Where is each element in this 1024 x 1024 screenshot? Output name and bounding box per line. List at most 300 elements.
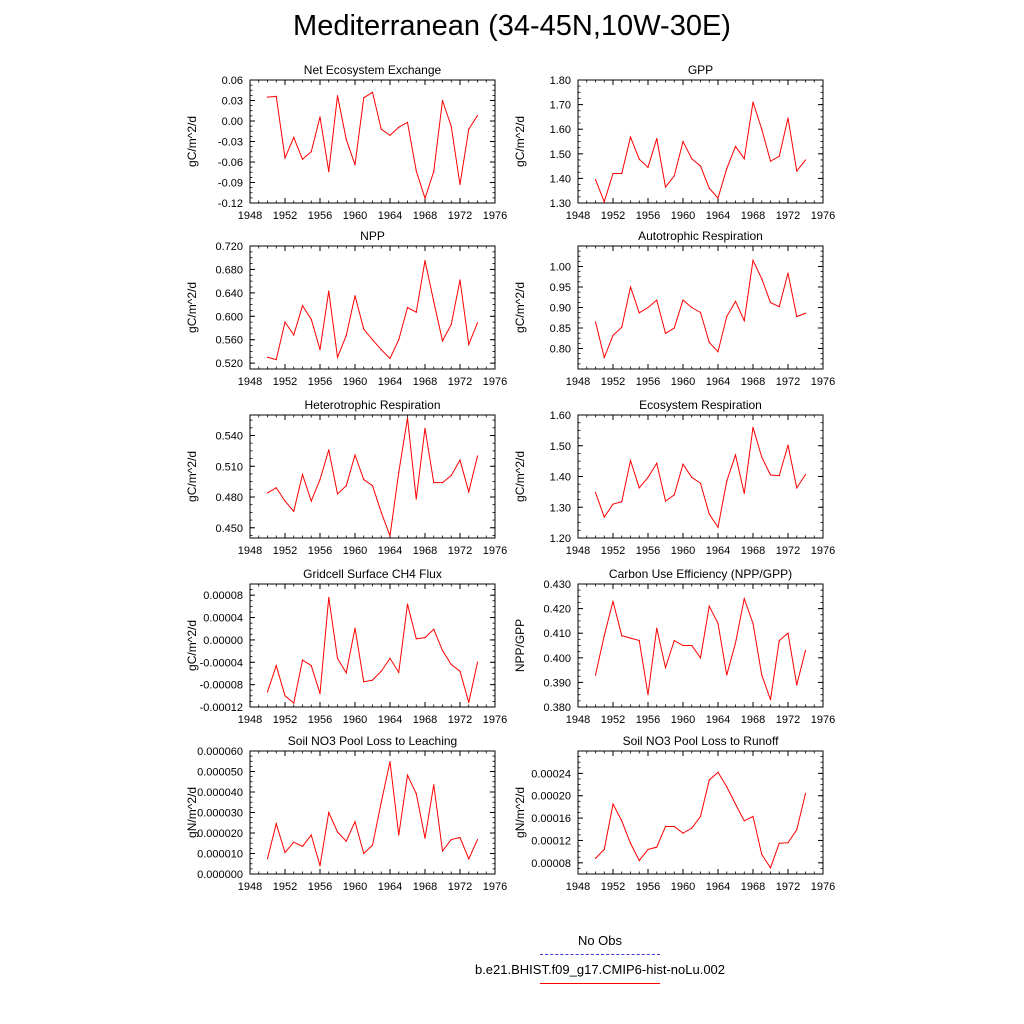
data-point	[717, 351, 718, 352]
data-point	[691, 645, 692, 646]
data-point	[451, 664, 452, 665]
data-point	[761, 854, 762, 855]
data-point	[398, 672, 399, 673]
data-point	[381, 129, 382, 130]
data-point	[604, 516, 605, 517]
y-tick-label: 0.000060	[197, 746, 243, 758]
chart-panel-9	[185, 734, 507, 893]
data-point	[468, 129, 469, 130]
y-axis-label: gC/m^2/d	[513, 451, 527, 502]
data-point	[363, 329, 364, 330]
data-point	[354, 821, 355, 822]
x-tick-label: 1948	[565, 376, 591, 388]
data-point	[691, 828, 692, 829]
y-tick-label: 1.30	[549, 198, 571, 210]
data-point	[779, 843, 780, 844]
data-point	[805, 474, 806, 475]
y-axis-label: gC/m^2/d	[185, 451, 199, 502]
data-point	[442, 100, 443, 101]
x-tick-label: 1952	[272, 210, 298, 222]
chart-title: NPP	[360, 229, 385, 243]
data-point	[674, 175, 675, 176]
data-point	[779, 306, 780, 307]
data-point	[630, 638, 631, 639]
data-point	[752, 102, 753, 103]
data-point	[442, 850, 443, 851]
data-point	[433, 629, 434, 630]
data-point	[319, 479, 320, 480]
y-tick-label: -0.06	[217, 157, 243, 169]
data-point	[787, 445, 788, 446]
data-point	[621, 327, 622, 328]
data-point	[407, 122, 408, 123]
data-point	[726, 316, 727, 317]
x-tick-label: 1952	[600, 376, 626, 388]
data-point	[682, 141, 683, 142]
y-axis-label: NPP/GPP	[513, 618, 527, 673]
data-point	[468, 491, 469, 492]
data-point	[612, 601, 613, 602]
y-tick-label: 0.520	[215, 358, 243, 371]
data-point	[639, 159, 640, 160]
data-point	[665, 826, 666, 827]
y-tick-label: 0.00	[221, 116, 243, 128]
chart-panel-7	[185, 567, 507, 726]
data-point	[302, 659, 303, 660]
x-tick-label: 1972	[447, 376, 473, 388]
data-point	[752, 816, 753, 817]
x-tick-label: 1968	[740, 714, 766, 726]
y-tick-label: 1.50	[549, 440, 571, 453]
y-tick-label: 1.60	[549, 410, 571, 422]
y-tick-label: 0.00004	[203, 612, 243, 625]
x-tick-label: 1948	[565, 545, 591, 557]
data-point	[459, 279, 460, 280]
data-point	[354, 295, 355, 296]
data-point	[691, 307, 692, 308]
x-tick-label: 1960	[670, 376, 696, 388]
y-axis-label: gC/m^2/d	[513, 116, 527, 167]
data-point	[682, 645, 683, 646]
y-tick-label: 0.000040	[197, 787, 243, 799]
series-line	[596, 427, 806, 527]
data-point	[604, 357, 605, 358]
data-point	[398, 472, 399, 473]
data-point	[604, 635, 605, 636]
data-point	[416, 312, 417, 313]
data-point	[284, 501, 285, 502]
y-tick-label: -0.00004	[199, 657, 243, 670]
data-point	[647, 307, 648, 308]
data-point	[770, 867, 771, 868]
data-point	[796, 684, 797, 685]
y-tick-label: 1.30	[549, 502, 571, 515]
x-tick-label: 1956	[635, 376, 661, 388]
data-point	[477, 455, 478, 456]
x-tick-label: 1972	[775, 881, 801, 893]
data-point	[319, 349, 320, 350]
x-tick-label: 1960	[342, 210, 368, 222]
x-tick-label: 1948	[565, 210, 591, 222]
data-point	[647, 849, 648, 850]
data-point	[630, 460, 631, 461]
data-point	[311, 501, 312, 502]
data-point	[302, 846, 303, 847]
data-point	[276, 96, 277, 97]
data-point	[459, 460, 460, 461]
legend-obs-swatch	[540, 954, 660, 955]
data-point	[752, 623, 753, 624]
y-tick-label: 0.000000	[197, 869, 243, 881]
data-point	[328, 171, 329, 172]
x-tick-label: 1976	[482, 545, 508, 557]
data-point	[389, 358, 390, 359]
data-point	[700, 816, 701, 817]
x-tick-label: 1960	[670, 545, 696, 557]
y-tick-label: 0.00012	[531, 835, 571, 848]
data-point	[293, 334, 294, 335]
x-tick-label: 1956	[307, 714, 333, 726]
x-tick-label: 1952	[272, 376, 298, 388]
data-point	[612, 504, 613, 505]
data-point	[761, 129, 762, 130]
data-point	[337, 357, 338, 358]
y-tick-label: 0.390	[543, 677, 571, 690]
data-point	[709, 513, 710, 514]
chart-panel-1	[185, 63, 507, 222]
data-point	[796, 170, 797, 171]
x-tick-label: 1960	[670, 714, 696, 726]
data-point	[717, 772, 718, 773]
data-point	[787, 633, 788, 634]
data-point	[735, 642, 736, 643]
y-tick-label: 0.720	[215, 241, 243, 253]
x-tick-label: 1952	[600, 545, 626, 557]
data-point	[682, 833, 683, 834]
x-tick-label: 1956	[635, 881, 661, 893]
data-point	[293, 702, 294, 703]
data-point	[787, 118, 788, 119]
data-point	[621, 501, 622, 502]
data-point	[319, 865, 320, 866]
series-line	[268, 597, 478, 703]
data-point	[761, 674, 762, 675]
data-point	[621, 635, 622, 636]
data-point	[328, 291, 329, 292]
data-point	[691, 477, 692, 478]
plot-frame	[250, 415, 495, 538]
plot-frame	[250, 246, 495, 369]
x-tick-label: 1972	[775, 210, 801, 222]
x-tick-label: 1976	[810, 881, 836, 893]
data-point	[665, 333, 666, 334]
data-point	[674, 494, 675, 495]
x-tick-label: 1952	[272, 881, 298, 893]
data-point	[389, 658, 390, 659]
data-point	[726, 168, 727, 169]
data-point	[424, 428, 425, 429]
data-point	[346, 335, 347, 336]
data-point	[621, 173, 622, 174]
chart-panel-10	[513, 734, 835, 893]
x-tick-label: 1948	[237, 881, 263, 893]
data-point	[346, 485, 347, 486]
y-tick-label: 1.00	[549, 261, 571, 274]
data-point	[267, 96, 268, 97]
y-tick-label: -0.00008	[199, 679, 243, 692]
series-line	[268, 418, 478, 536]
data-point	[381, 512, 382, 513]
page-title: Mediterranean (34-45N,10W-30E)	[293, 10, 731, 42]
data-point	[744, 598, 745, 599]
plot-frame	[578, 246, 823, 369]
data-point	[311, 319, 312, 320]
x-tick-label: 1976	[810, 714, 836, 726]
data-point	[477, 115, 478, 116]
x-tick-label: 1948	[237, 210, 263, 222]
x-tick-label: 1976	[810, 210, 836, 222]
data-point	[709, 606, 710, 607]
plot-frame	[578, 80, 823, 203]
data-point	[630, 286, 631, 287]
chart-title: GPP	[687, 63, 714, 77]
series-line	[268, 261, 478, 360]
data-point	[647, 167, 648, 168]
data-point	[665, 667, 666, 668]
x-tick-label: 1972	[447, 714, 473, 726]
chart-title: Net Ecosystem Exchange	[303, 63, 442, 77]
y-tick-label: 1.40	[549, 173, 571, 186]
x-tick-label: 1972	[447, 210, 473, 222]
x-tick-label: 1972	[775, 376, 801, 388]
data-point	[612, 804, 613, 805]
data-point	[735, 804, 736, 805]
data-point	[267, 858, 268, 859]
data-point	[805, 159, 806, 160]
data-point	[595, 674, 596, 675]
data-point	[293, 511, 294, 512]
data-point	[639, 312, 640, 313]
data-point	[451, 475, 452, 476]
y-axis-label: gC/m^2/d	[185, 116, 199, 167]
y-tick-label: 0.450	[215, 522, 243, 535]
chart-panel-5	[185, 398, 507, 557]
data-point	[459, 671, 460, 672]
legend-obs-label: No Obs	[577, 933, 623, 948]
data-point	[770, 161, 771, 162]
data-point	[717, 527, 718, 528]
data-point	[354, 164, 355, 165]
x-tick-label: 1964	[377, 210, 403, 222]
data-point	[389, 761, 390, 762]
y-axis-label: gC/m^2/d	[185, 620, 199, 671]
data-point	[451, 839, 452, 840]
x-tick-label: 1948	[565, 881, 591, 893]
data-point	[319, 693, 320, 694]
legend-model-label: b.e21.BHIST.f09_g17.CMIP6-hist-noLu.002	[474, 962, 726, 977]
x-tick-label: 1956	[307, 376, 333, 388]
data-point	[656, 463, 657, 464]
data-point	[612, 335, 613, 336]
x-tick-label: 1964	[377, 881, 403, 893]
data-point	[682, 464, 683, 465]
y-tick-label: 0.000010	[197, 848, 243, 861]
x-tick-label: 1976	[810, 545, 836, 557]
x-tick-label: 1964	[377, 714, 403, 726]
x-tick-label: 1968	[412, 714, 438, 726]
data-point	[407, 307, 408, 308]
x-tick-label: 1960	[342, 545, 368, 557]
data-point	[398, 834, 399, 835]
series-line	[268, 762, 478, 866]
x-tick-label: 1956	[635, 210, 661, 222]
data-point	[328, 597, 329, 598]
y-tick-label: 1.50	[549, 148, 571, 161]
data-point	[398, 339, 399, 340]
data-point	[433, 482, 434, 483]
chart-title: Soil NO3 Pool Loss to Leaching	[287, 734, 458, 748]
data-point	[647, 694, 648, 695]
data-point	[735, 146, 736, 147]
y-tick-label: 0.600	[215, 311, 243, 324]
y-axis-label: gN/m^2/d	[185, 787, 199, 838]
data-point	[735, 301, 736, 302]
data-point	[337, 658, 338, 659]
data-point	[770, 302, 771, 303]
data-point	[796, 316, 797, 317]
data-point	[805, 313, 806, 314]
data-point	[433, 784, 434, 785]
x-tick-label: 1964	[705, 376, 731, 388]
data-point	[363, 479, 364, 480]
x-tick-label: 1976	[482, 714, 508, 726]
y-tick-label: 0.06	[221, 75, 243, 87]
data-point	[477, 662, 478, 663]
x-tick-label: 1968	[412, 210, 438, 222]
data-point	[424, 260, 425, 261]
y-tick-label: -0.09	[217, 177, 243, 190]
x-tick-label: 1956	[307, 545, 333, 557]
y-tick-label: 0.95	[549, 282, 571, 294]
y-tick-label: 0.85	[549, 323, 571, 335]
data-point	[779, 156, 780, 157]
data-point	[700, 312, 701, 313]
data-point	[442, 650, 443, 651]
data-point	[726, 786, 727, 787]
data-point	[337, 831, 338, 832]
y-tick-label: 0.410	[543, 628, 571, 641]
plot-frame	[250, 80, 495, 203]
y-tick-label: 0.430	[543, 579, 571, 591]
y-tick-label: 0.400	[543, 652, 571, 665]
plot-frame	[250, 584, 495, 707]
data-point	[787, 272, 788, 273]
y-tick-label: 1.80	[549, 75, 571, 87]
data-point	[416, 638, 417, 639]
data-point	[612, 173, 613, 174]
data-point	[787, 842, 788, 843]
data-point	[328, 449, 329, 450]
data-point	[276, 823, 277, 824]
data-point	[770, 699, 771, 700]
data-point	[389, 135, 390, 136]
x-tick-label: 1960	[670, 210, 696, 222]
data-point	[805, 650, 806, 651]
x-tick-label: 1956	[635, 714, 661, 726]
data-point	[302, 305, 303, 306]
data-point	[381, 671, 382, 672]
x-tick-label: 1952	[600, 881, 626, 893]
data-point	[639, 860, 640, 861]
data-point	[424, 198, 425, 199]
data-point	[796, 829, 797, 830]
data-point	[311, 834, 312, 835]
x-tick-label: 1948	[237, 376, 263, 388]
data-point	[293, 842, 294, 843]
y-tick-label: 0.00016	[531, 813, 571, 826]
series-line	[596, 599, 806, 700]
data-point	[381, 349, 382, 350]
data-point	[761, 457, 762, 458]
data-point	[639, 487, 640, 488]
x-tick-label: 1956	[307, 210, 333, 222]
x-tick-label: 1976	[482, 881, 508, 893]
plot-frame	[578, 415, 823, 538]
data-point	[595, 321, 596, 322]
data-point	[372, 92, 373, 93]
data-point	[630, 843, 631, 844]
chart-title: Autotrophic Respiration	[638, 229, 763, 243]
chart-title: Soil NO3 Pool Loss to Runoff	[622, 734, 779, 748]
chart-panel-8	[513, 567, 835, 726]
y-tick-label: -0.00012	[199, 702, 243, 714]
y-tick-label: 1.40	[549, 471, 571, 484]
y-tick-label: 0.00000	[203, 634, 243, 647]
data-point	[372, 339, 373, 340]
data-point	[726, 481, 727, 482]
data-point	[639, 640, 640, 641]
data-point	[665, 501, 666, 502]
data-point	[372, 845, 373, 846]
data-point	[691, 158, 692, 159]
x-tick-label: 1968	[412, 545, 438, 557]
x-tick-label: 1968	[740, 210, 766, 222]
x-tick-label: 1964	[705, 881, 731, 893]
data-point	[267, 492, 268, 493]
data-point	[621, 820, 622, 821]
y-tick-label: 1.70	[549, 99, 571, 112]
x-tick-label: 1956	[307, 881, 333, 893]
data-point	[319, 116, 320, 117]
data-point	[284, 695, 285, 696]
data-point	[647, 477, 648, 478]
data-point	[424, 838, 425, 839]
data-point	[284, 852, 285, 853]
data-point	[389, 535, 390, 536]
legend-model-swatch	[540, 983, 660, 984]
data-point	[311, 665, 312, 666]
y-tick-label: 0.640	[215, 287, 243, 300]
data-point	[752, 427, 753, 428]
data-point	[700, 166, 701, 167]
x-tick-label: 1964	[705, 714, 731, 726]
y-tick-label: 0.000030	[197, 807, 243, 820]
data-point	[468, 344, 469, 345]
data-point	[595, 179, 596, 180]
x-tick-label: 1960	[342, 881, 368, 893]
data-point	[424, 637, 425, 638]
data-point	[337, 493, 338, 494]
